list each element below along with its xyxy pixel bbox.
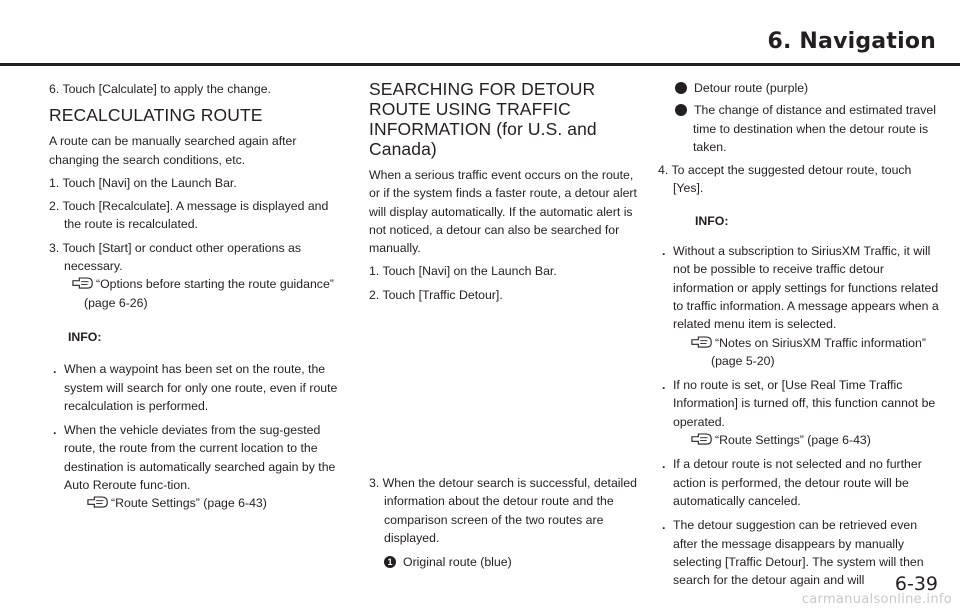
page-number: 6-39 — [894, 573, 938, 595]
heading-recalculating-route: RECALCULATING ROUTE — [49, 105, 263, 126]
column-3 — [658, 79, 939, 589]
illustration-space — [369, 304, 641, 474]
step-4: 4. To accept the suggested detour route, touch [Yes]. — [658, 163, 912, 196]
callout-item — [658, 79, 939, 97]
callout-number-badge: 1 — [384, 556, 396, 568]
watermark: carmanualsonline.info — [801, 592, 952, 607]
callout-item — [369, 553, 641, 571]
step-1: 1. Touch [Navi] on the Launch Bar. — [49, 175, 237, 190]
reference-arrow-icon — [87, 496, 109, 509]
reference-arrow-icon — [691, 433, 713, 446]
reference-link[interactable] — [658, 334, 939, 371]
section-title: 6. Navigation — [767, 29, 936, 54]
step-2: 2. Touch [Recalculate]. A message is displayed and the route is recalculated. — [49, 199, 329, 232]
callout-number-badge: 3 — [675, 104, 687, 116]
info-bullet: . When the vehicle deviates from the sug-gested route, the route from the current location to the destination is automatically searched again by the Auto Reroute func-tion. — [49, 421, 340, 494]
reference-link[interactable] — [49, 275, 340, 312]
step-3: 3. When the detour search is successful, detailed information about the detour route and the comparison screen of the two routes are displayed. — [369, 476, 637, 545]
callout-number-badge: 2 — [675, 82, 687, 94]
info-bullet: . If no route is set, or [Use Real Time Traffic Information] is turned off, this function cannot be operated. — [658, 376, 939, 431]
info-bullet: . If a detour route is not selected and no further action is performed, the detour route will be automatically canceled. — [658, 455, 939, 510]
reference-arrow-icon — [72, 277, 94, 290]
reference-text: “Route Settings” (page 6-43) — [111, 496, 267, 511]
callout-item — [658, 101, 939, 156]
callout-text: Original route (blue) — [403, 555, 512, 570]
step-2: 2. Touch [Traffic Detour]. — [369, 287, 503, 302]
callout-text: Detour route (purple) — [694, 81, 809, 95]
intro-paragraph: When a serious traffic event occurs on the route, or if the system finds a faster route, a detour alert will display automatically. If the automatic alert is not noticed, a detour can also be searched for manually. — [369, 168, 637, 256]
column-2 — [369, 79, 641, 572]
step-6: 6. Touch [Calculate] to apply the change. — [49, 82, 271, 96]
header-rule — [0, 63, 960, 66]
reference-text: “Options before starting the route guidance” (page 6-26) — [84, 277, 334, 310]
reference-link[interactable] — [658, 431, 939, 449]
info-bullet: . Without a subscription to SiriusXM Traffic, it will not be possible to receive traffic detour information or apply settings for functions related to traffic information. A message appears when a related menu item is selected. — [658, 242, 939, 333]
reference-text: “Route Settings” (page 6-43) — [715, 433, 871, 448]
reference-link[interactable] — [49, 494, 340, 512]
reference-text: “Notes on SiriusXM Traffic information” (page 5-20) — [711, 335, 926, 368]
step-1: 1. Touch [Navi] on the Launch Bar. — [369, 264, 557, 279]
info-bullet: . The detour suggestion can be retrieved even after the message disappears by manually selecting [Traffic Detour]. The system will then search for the detour again and will — [658, 516, 939, 589]
info-bullet: . When a waypoint has been set on the route, the system will search for only one route, even if route recalculation is performed. — [49, 360, 340, 415]
step-3: 3. Touch [Start] or conduct other operations as necessary. — [49, 240, 302, 274]
heading-detour-route: SEARCHING FOR DETOUR ROUTE USING TRAFFIC INFORMATION (for U.S. and Canada) — [369, 79, 597, 159]
reference-arrow-icon — [691, 336, 713, 349]
info-label: INFO: — [695, 213, 729, 228]
info-label: INFO: — [68, 329, 102, 344]
intro-paragraph: A route can be manually searched again after changing the search conditions, etc. — [49, 134, 297, 167]
callout-text: The change of distance and estimated travel time to destination when the detour route is taken. — [693, 103, 936, 154]
column-1 — [49, 80, 340, 513]
